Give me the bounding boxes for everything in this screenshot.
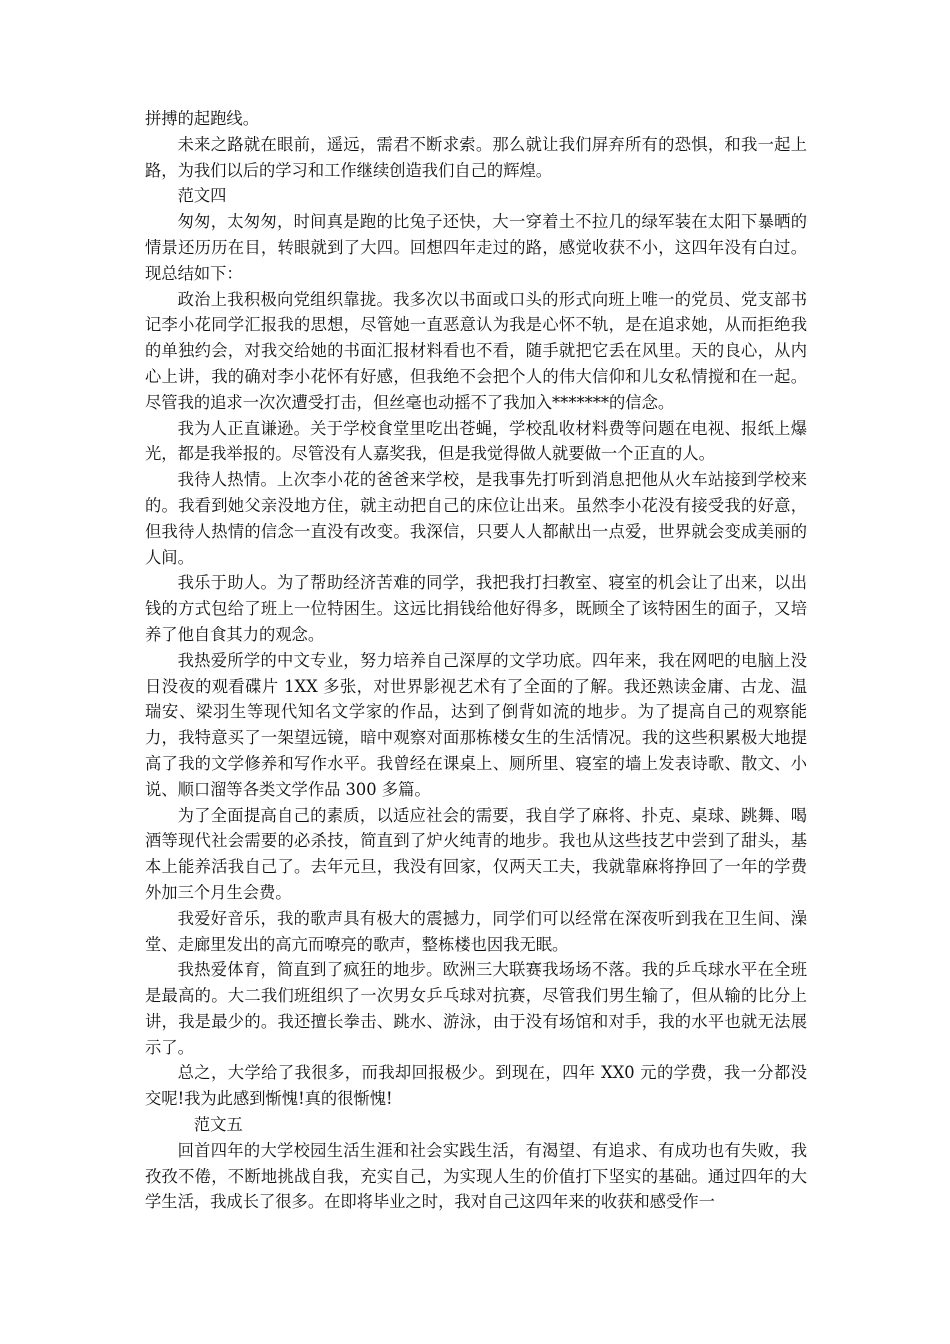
paragraph-intro-end: 拼搏的起跑线。 — [145, 109, 259, 128]
paragraph-honesty: 我为人正直谦逊。关于学校食堂里吃出苍蝇，学校乱收材料费等问题在电视、报纸上爆光，都是我举报的。尽管没有人嘉奖我，但是我觉得做人就要做一个正直的人。 — [145, 418, 807, 464]
paragraph-conclusion: 总之，大学给了我很多，而我却回报极少。到现在，四年 XX0 元的学费，我一分都没交呢!我为此感到惭愧!真的很惭愧! — [145, 1063, 807, 1109]
paragraph-looking-back: 回首四年的大学校园生活生涯和社会实践生活，有渴望、有追求、有成功也有失败，我孜孜不倦，不断地挑战自我，充实自己，为实现人生的价值打下坚实的基础。通过四年的大学生活，我成长了很多。在即将毕业之时，我对自己这四年来的收获和感受作一 — [145, 1140, 807, 1212]
paragraph-literature: 我热爱所学的中文专业，努力培养自己深厚的文学功底。四年来，我在网吧的电脑上没日没夜的观看碟片 1XX 多张，对世界影视艺术有了全面的了解。我还熟读金庸、古龙、温瑞安、梁羽生等现代知名文学家的作品，达到了倒背如流的地步。为了提高自己的观察能力，我特意买了一架望远镜，暗中观察对面那栋楼女生的生活情况。我的这些积累极大地提高了我的文学修养和写作水平。我曾经在课桌上、厕所里、寝室的墙上发表诗歌、散文、小说、顺口溜等各类文学作品 300 多篇。 — [145, 650, 807, 799]
paragraph-hospitality: 我待人热情。上次李小花的爸爸来学校，是我事先打听到消息把他从火车站接到学校来的。我看到她父亲没地方住，就主动把自己的床位让出来。虽然李小花没有接受我的好意，但我待人热情的信念一直没有改变。我深信，只要人人都献出一点爱，世界就会变成美丽的人间。 — [145, 470, 807, 567]
paragraph-sports: 我热爱体育，简直到了疯狂的地步。欧洲三大联赛我场场不落。我的乒乓球水平在全班是最高的。大二我们班组织了一次男女乒乓球对抗赛，尽管我们男生输了，但从输的比分上讲，我是最少的。我还擅长拳击、跳水、游泳，由于没有场馆和对手，我的水平也就无法展示了。 — [145, 960, 807, 1057]
paragraph-time-flies: 匆匆，太匆匆，时间真是跑的比兔子还快，大一穿着土不拉几的绿军装在太阳下暴晒的情景还历历在目，转眼就到了大四。回想四年走过的路，感觉收获不小，这四年没有白过。现总结如下： — [145, 212, 807, 283]
paragraph-music: 我爱好音乐，我的歌声具有极大的震撼力，同学们可以经常在深夜听到我在卫生间、澡堂、走廊里发出的高亢而嘹亮的歌声，整栋楼也因我无眠。 — [145, 908, 807, 954]
document-page — [145, 106, 807, 1215]
section-heading-sample-five: 范文五 — [193, 1115, 243, 1135]
paragraph-politics: 政治上我积极向党组织靠拢。我多次以书面或口头的形式向班上唯一的党员、党支部书记李小花同学汇报我的思想，尽管她一直恶意认为我是心怀不轨，是在追求她，从而拒绝我的单独约会，对我交给她的书面汇报材料看也不看，随手就把它丢在风里。天的良心，从内心上讲，我的确对李小花怀有好感，但我绝不会把个人的伟大信仰和儿女私情搅和在一起。尽管我的追求一次次遭受打击，但丝毫也动摇不了我加入*******的信念。 — [145, 289, 807, 412]
section-heading-sample-four: 范文四 — [177, 186, 227, 206]
paragraph-future-road: 未来之路就在眼前，遥远，需君不断求索。那么就让我们屏弃所有的恐惧，和我一起上路，为我们以后的学习和工作继续创造我们自己的辉煌。 — [145, 134, 807, 180]
paragraph-skills: 为了全面提高自己的素质，以适应社会的需要，我自学了麻将、扑克、桌球、跳舞、喝酒等现代社会需要的必杀技，简直到了炉火纯青的地步。我也从这些技艺中尝到了甜头，基本上能养活我自己了。去年元旦，我没有回家，仅两天工夫，我就靠麻将挣回了一年的学费外加三个月生会费。 — [145, 805, 807, 902]
paragraph-helpfulness: 我乐于助人。为了帮助经济苦难的同学，我把我打扫教室、寝室的机会让了出来，以出钱的方式包给了班上一位特困生。这远比捐钱给他好得多，既顾全了该特困生的面子，又培养了他自食其力的观念。 — [145, 573, 807, 644]
